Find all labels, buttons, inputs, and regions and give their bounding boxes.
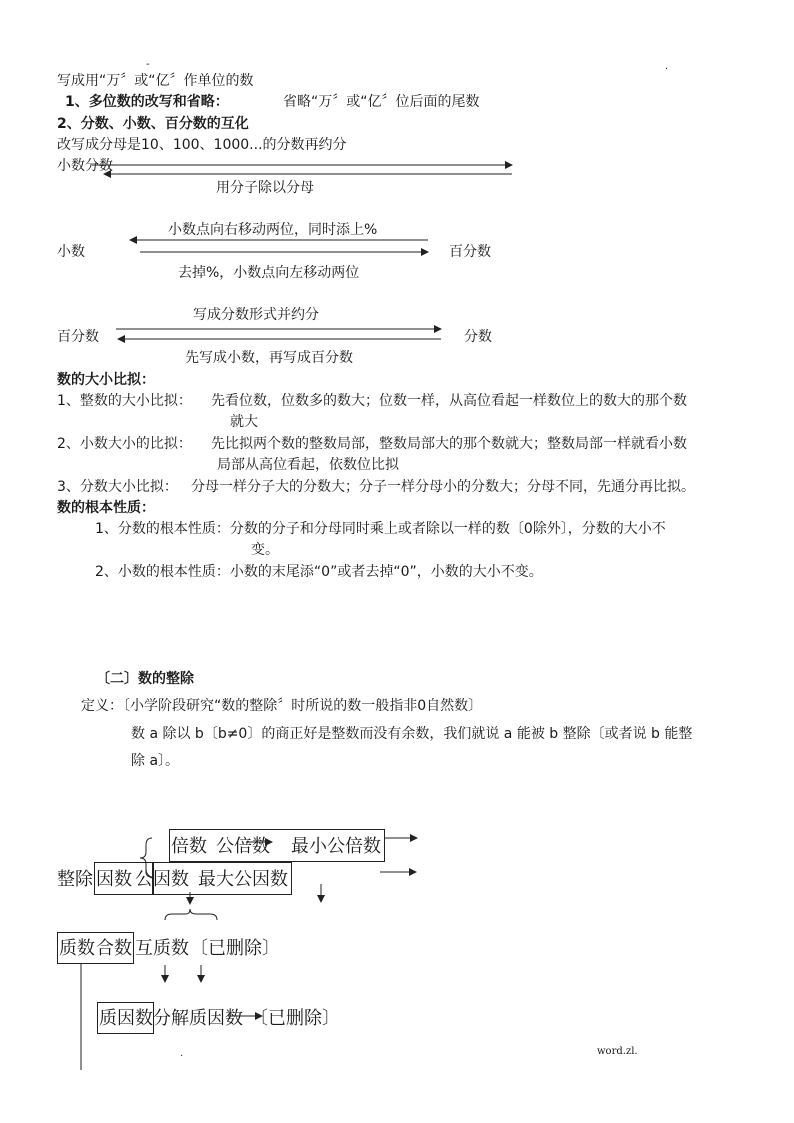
tree-common-multiple: 公倍数 [216, 836, 270, 857]
tree-composite: 合数 [96, 938, 132, 959]
top-dot-left: - [146, 59, 150, 70]
item1-title: 1、多位数的改写和省略： [65, 94, 229, 110]
props-title: 数的根本性质： [57, 500, 155, 516]
compare-2-text: 先比拟两个数的整数局部，整数局部大的那个数就大；整数局部一样就看小数 [211, 436, 687, 452]
tree-factor: 因数 [96, 869, 132, 890]
dec-pct-right: 百分数 [449, 244, 491, 260]
compare-2-label: 2、小数大小的比拟： [57, 436, 192, 452]
units-line: 写成用“万〞或“亿〞作单位的数 [57, 73, 254, 89]
item1-desc: 省略“万〞或“亿〞位后面的尾数 [283, 94, 480, 110]
footer-mark: . [180, 1048, 184, 1059]
compare-title: 数的大小比拟： [57, 372, 155, 388]
compare-1-cont: 就大 [230, 414, 258, 430]
pct-frac-below: 先写成小数，再写成百分数 [185, 350, 353, 366]
tree-multiple: 倍数 [171, 836, 207, 857]
compare-3-text: 分母一样分子大的分数大；分子一样分母小的分数大；分母不同，先通分再比拟。 [191, 479, 695, 495]
props-item1-cont: 变。 [251, 542, 279, 558]
tree-gcf: 最大公因数 [198, 869, 288, 890]
compare-3-label: 3、分数大小比拟： [57, 479, 178, 495]
dec-pct-left: 小数 [57, 244, 85, 260]
tree-factorization: 分解质因数 [153, 1008, 243, 1029]
pct-frac-above: 写成分数形式并约分 [193, 307, 319, 323]
dec-frac-label: 小数分数 [57, 158, 113, 174]
props-item2: 2、小数的根本性质：小数的末尾添“0”或者去掉“0”，小数的大小不变。 [95, 564, 543, 580]
tree-factorization-deleted: 〔已删除〕 [250, 1008, 340, 1029]
dec-pct-below: 去掉%，小数点向左移动两位 [178, 265, 360, 281]
dec-pct-above: 小数点向右移动两位，同时添上% [168, 222, 378, 238]
tree-lcm: 最小公倍数 [291, 836, 381, 857]
pct-frac-right: 分数 [464, 329, 492, 345]
top-dot-right: . [665, 61, 669, 72]
tree-coprime-deleted: 〔已删除〕 [190, 938, 280, 959]
pct-frac-left: 百分数 [57, 329, 99, 345]
compare-1-text: 先看位数，位数多的数大；位数一样，从高位看起一样数位上的数大的那个数 [211, 393, 687, 409]
section2-subtitle: 改写成分母是10、100、1000...的分数再约分 [57, 137, 347, 153]
props-item1: 1、分数的根本性质：分数的分子和分母同时乘上或者除以一样的数〔0除外〕，分数的大小不 [95, 521, 666, 537]
divisibility-definition: 定义：〔小学阶段研究“数的整除〞时所说的数一般指非0自然数〕 [81, 698, 483, 714]
tree-coprime: 互质数 [135, 938, 189, 959]
tree-prime-factor: 质因数 [99, 1008, 153, 1029]
compare-2-cont: 局部从高位看起，依数位比拟 [217, 457, 399, 473]
divisibility-title: 〔二〕数的整除 [96, 671, 194, 687]
compare-1-label: 1、整数的大小比拟： [57, 393, 192, 409]
section2-title: 2、分数、小数、百分数的互化 [57, 116, 249, 132]
tree-prime: 质数 [59, 938, 95, 959]
tree-common-factor: 公因数 [135, 869, 189, 890]
divisibility-body2: 除 a〕。 [131, 753, 180, 769]
dec-frac-below: 用分子除以分母 [216, 180, 314, 196]
divisibility-body1: 数 a 除以 b〔b≠0〕的商正好是整数而没有余数，我们就说 a 能被 b 整除〔或者说 b 能整 [131, 726, 693, 742]
tree-root: 整除 [57, 869, 93, 890]
footer-source: word.zl. [597, 1046, 638, 1057]
